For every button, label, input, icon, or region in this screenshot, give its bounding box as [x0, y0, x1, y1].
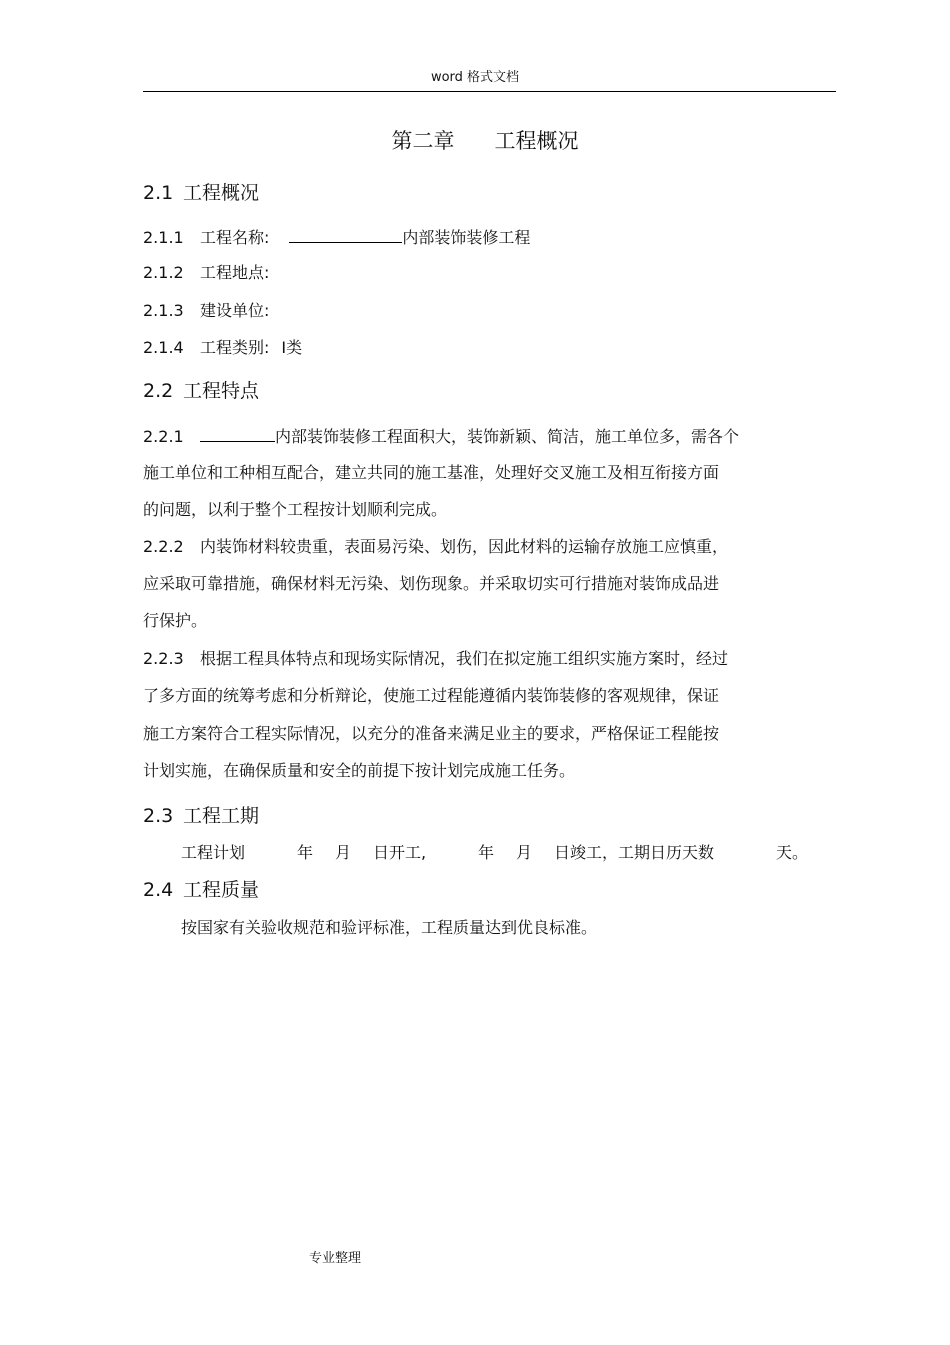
schedule-text: 月 [335, 843, 352, 862]
section-title: 工程质量 [183, 879, 260, 901]
paragraph-number: 2.2.2 [143, 537, 184, 556]
item-value: 内部装饰装修工程 [402, 228, 531, 247]
section-heading-2-2 [143, 378, 259, 404]
section-heading-2-1 [143, 180, 259, 206]
paragraph-line [143, 424, 739, 449]
paragraph-line [143, 647, 728, 671]
section-title: 工程工期 [183, 805, 260, 827]
schedule-text: 工程计划 [181, 843, 246, 862]
paragraph-line [143, 535, 728, 559]
blank-underline [200, 424, 275, 442]
schedule-text: 天。 [776, 843, 809, 862]
schedule-text: 月 [516, 843, 533, 862]
item-number: 2.1.1 [143, 228, 184, 247]
item-label: 工程名称: [200, 228, 270, 247]
item-value: Ⅰ类 [281, 338, 303, 357]
section-number: 2.3 [143, 805, 174, 827]
page-footer: 专业整理 [309, 1251, 362, 1266]
item-number: 2.1.4 [143, 338, 184, 357]
item-label: 工程类别: [200, 338, 270, 357]
header-divider [143, 91, 836, 92]
paragraph-text: 根据工程具体特点和现场实际情况，我们在拟定施工组织实施方案时，经过 [200, 649, 729, 668]
overview-item-owner [143, 299, 269, 323]
paragraph-line: 的问题，以利于整个工程按计划顺利完成。 [143, 500, 448, 519]
section-number: 2.4 [143, 879, 174, 901]
paragraph-line: 应采取可靠措施，确保材料无污染、划伤现象。并采取切实可行措施对装饰成品进 [143, 574, 720, 593]
section-title: 工程特点 [183, 380, 260, 402]
paragraph-number: 2.2.3 [143, 649, 184, 668]
overview-item-name [143, 225, 530, 250]
schedule-text: 年 [297, 843, 314, 862]
paragraph-line: 计划实施，在确保质量和安全的前提下按计划完成施工任务。 [143, 761, 576, 780]
item-label: 建设单位: [200, 301, 270, 320]
schedule-text: 日开工, [373, 843, 427, 862]
chapter-title: 第二章 工程概况 [391, 129, 579, 153]
item-number: 2.1.2 [143, 263, 184, 282]
item-number: 2.1.3 [143, 301, 184, 320]
section-heading-2-3 [143, 803, 259, 829]
section-number: 2.2 [143, 380, 174, 402]
schedule-text: 年 [478, 843, 495, 862]
paragraph-number: 2.2.1 [143, 427, 184, 446]
paragraph-text: 内装饰材料较贵重，表面易污染、划伤，因此材料的运输存放施工应慎重， [200, 537, 729, 556]
section-title: 工程概况 [183, 182, 260, 204]
paragraph-text: 内部装饰装修工程面积大，装饰新颖、简洁，施工单位多，需各个 [275, 427, 740, 446]
schedule-line [181, 841, 821, 865]
blank-underline [289, 225, 402, 243]
section-heading-2-4 [143, 877, 259, 903]
section-number: 2.1 [143, 182, 174, 204]
overview-item-location [143, 261, 269, 285]
quality-text: 按国家有关验收规范和验评标准，工程质量达到优良标准。 [181, 918, 598, 937]
paragraph-line: 施工方案符合工程实际情况，以充分的准备来满足业主的要求，严格保证工程能按 [143, 724, 720, 743]
schedule-text: 日竣工，工期日历天数 [554, 843, 715, 862]
paragraph-line: 了多方面的统筹考虑和分析辩论，使施工过程能遵循内装饰装修的客观规律，保证 [143, 686, 720, 705]
item-label: 工程地点: [200, 263, 270, 282]
page-header: word 格式文档 [430, 70, 520, 85]
paragraph-line: 施工单位和工种相互配合，建立共同的施工基准，处理好交叉施工及相互衔接方面 [143, 463, 720, 482]
overview-item-category [143, 336, 302, 360]
paragraph-line: 行保护。 [143, 611, 208, 630]
